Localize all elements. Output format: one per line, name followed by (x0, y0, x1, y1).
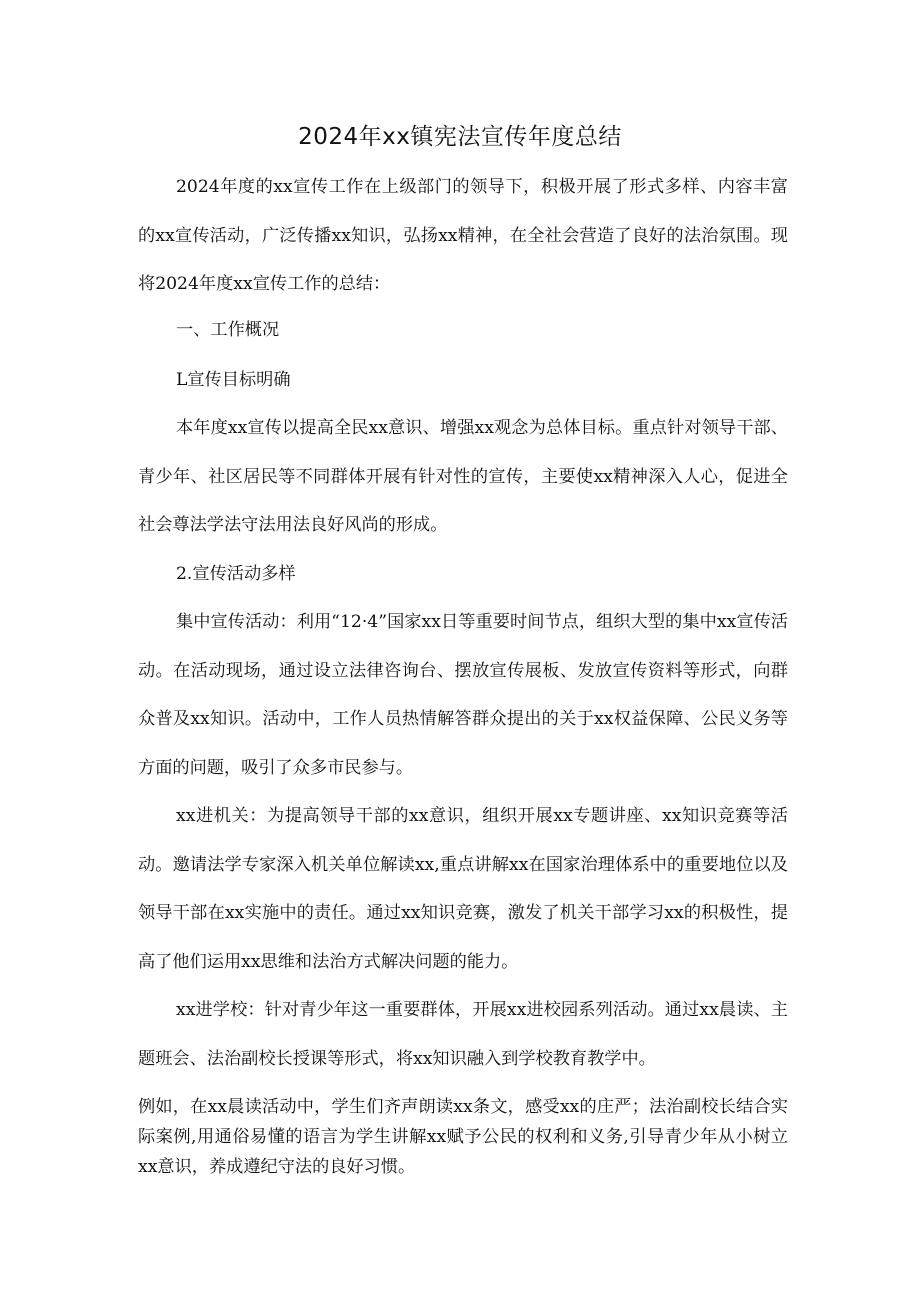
goals-paragraph: 本年度xx宣传以提高全民xx意识、增强xx观念为总体目标。重点针对领导干部、青少年、社区居民等不同群体开展有针对性的宣传，主要使xx精神深入人心，促进全社会尊法学法守法用法良好风尚的形成。 (138, 418, 788, 535)
section-heading-work-overview: 一、工作概况 (176, 320, 280, 340)
subheading-goals: L宣传目标明确 (176, 370, 291, 390)
example-paragraph: 例如，在xx晨读活动中，学生们齐声朗读xx条文，感受xx的庄严；法治副校长结合实际案例,用通俗易懂的语言为学生讲解xx赋予公民的权利和义务,引导青少年从小树立xx意识，养成遵纪守法的良好习惯。 (138, 1097, 788, 1177)
activity-paragraph-government: xx进机关：为提高领导干部的xx意识，组织开展xx专题讲座、xx知识竞赛等活动。邀请法学专家深入机关单位解读xx,重点讲解xx在国家治理体系中的重要地位以及领导干部在xx实施中的责任。通过xx知识竞赛，激发了机关干部学习xx的积极性，提高了他们运用xx思维和法治方式解决问题的能力。 (138, 806, 788, 972)
document-title: 2024年xx镇宪法宣传年度总结 (298, 124, 622, 150)
activity-paragraph-school: xx进学校：针对青少年这一重要群体，开展xx进校园系列活动。通过xx晨读、主题班会、法治副校长授课等形式，将xx知识融入到学校教育教学中。 (138, 1000, 788, 1069)
intro-paragraph: 2024年度的xx宣传工作在上级部门的领导下，积极开展了形式多样、内容丰富的xx宣传活动，广泛传播xx知识，弘扬xx精神，在全社会营造了良好的法治氛围。现将2024年度xx宣传工作的总结： (138, 177, 788, 294)
subheading-activities: 2.宣传活动多样 (176, 564, 296, 584)
activity-paragraph-centralized: 集中宣传活动：利用“12·4”国家xx日等重要时间节点，组织大型的集中xx宣传活动。在活动现场，通过设立法律咨询台、摆放宣传展板、发放宣传资料等形式，向群众普及xx知识。活动中，工作人员热情解答群众提出的关于xx权益保障、公民义务等方面的问题，吸引了众多市民参与。 (138, 612, 788, 778)
